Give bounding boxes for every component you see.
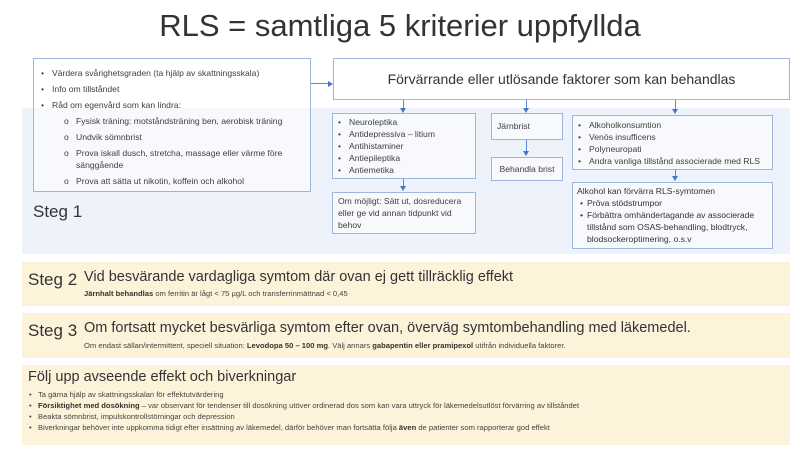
step3-title: Om fortsatt mycket besvärliga symtom efter ovan, överväg symtombehandling med läkemedel.: [84, 320, 691, 336]
text: om ferritin är lågt < 75 µg/L och transferrinmättnad < 0,45: [153, 289, 348, 298]
list-item: • Antidepressiva – litium: [335, 128, 473, 140]
bold-text: Försiktighet med dosökning: [38, 401, 140, 410]
list-item: [28, 400, 579, 411]
list-item: o Prova att sätta ut nikotin, koffein och alkohol: [38, 175, 306, 187]
conditions-box: [572, 115, 773, 170]
list-item: [28, 422, 579, 433]
treat-deficiency-box: Behandla brist: [491, 157, 563, 181]
list-item: • Ta gärna hjälp av skattningsskalan för effektutvärdering: [28, 389, 579, 400]
list-item: • Värdera svårighetsgraden (ta hjälp av skattningsskala): [38, 67, 306, 79]
step3-label: Steg 3: [28, 321, 78, 340]
step2-subtitle: [84, 289, 348, 298]
arrow-down-icon: [672, 176, 678, 181]
drugs-box: [332, 113, 476, 179]
list-item: • Antiepileptika: [335, 152, 473, 164]
list-item: • Beakta sömnbrist, impulskontrollstörningar och depression: [28, 411, 579, 422]
text: – var observant för tendenser till dosökning utöver ordinerad dos som kan vara uttryck för läkemedelsutlöst förvärring av tillståndet: [139, 401, 580, 410]
bold-text: Järnhalt behandlas: [84, 289, 154, 298]
connector: [311, 83, 329, 84]
list-item: • Andra vanliga tillstånd associerade med RLS: [575, 155, 770, 167]
followup-title: Följ upp avseende effekt och biverkningar: [28, 369, 297, 385]
list-item: • Antihistaminer: [335, 140, 473, 152]
list-item: • Neuroleptika: [335, 116, 473, 128]
drugs-action-box: Om möjligt: Sätt ut, dosreducera eller ge vid annan tidpunkt vid behov: [332, 192, 476, 234]
step2-band: [22, 262, 790, 306]
list-item: • Polyneuropati: [575, 143, 770, 155]
conditions-action-box: [572, 182, 773, 249]
text: . Välj annars: [327, 341, 373, 350]
list-item: • Alkoholkonsumtion: [575, 119, 770, 131]
arrow-down-icon: [523, 151, 529, 156]
list-item: • Förbättra omhändertagande av associerade tillstånd som OSAS-behandling, blodtryck, blodsockeroptimering, o.s.v: [577, 209, 768, 245]
list-item: • Venös insufficens: [575, 131, 770, 143]
bold-text: gabapentin eller pramipexol: [372, 341, 474, 350]
list-item: o Fysisk träning: motståndsträning ben, aerobisk träning: [38, 115, 306, 127]
step3-subtitle: [84, 341, 566, 350]
step2-label: Steg 2: [28, 270, 78, 289]
box-heading: Alkohol kan förvärra RLS-symtomen: [577, 186, 716, 196]
arrow-down-icon: [672, 109, 678, 114]
text: Biverkningar behöver inte uppkomma tidigt efter insättning av läkemedel, därför behöver man fortsätta följa: [38, 423, 399, 432]
self-care-box: [33, 58, 311, 192]
arrow-down-icon: [400, 186, 406, 191]
list-item: • Råd om egenvård som kan lindra:: [38, 99, 306, 111]
factors-box: Förvärrande eller utlösande faktorer som kan behandlas: [333, 58, 790, 100]
text: utifrån individuella faktorer.: [473, 341, 566, 350]
followup-band: [22, 365, 790, 445]
text: de patienter som rapporterar god effekt: [416, 423, 550, 432]
slide-title: RLS = samtliga 5 kriterier uppfyllda: [159, 8, 641, 43]
bold-text: Levodopa 50 – 100 mg: [246, 341, 328, 350]
step2-title: Vid besvärande vardagliga symtom där ovan ej gett tillräcklig effekt: [84, 269, 514, 285]
list-item: o Prova iskall dusch, stretcha, massage eller värme före sänggående: [38, 147, 306, 171]
step3-band: [22, 313, 790, 358]
step1-label: Steg 1: [33, 202, 83, 221]
text: Om endast sällan/intermittent, speciell situation:: [84, 341, 247, 350]
bold-text: även: [398, 423, 417, 432]
iron-deficiency-box: Järnbrist: [491, 113, 563, 140]
list-item: o Undvik sömnbrist: [38, 131, 306, 143]
list-item: • Antiemetika: [335, 164, 473, 176]
list-item: • Info om tillståndet: [38, 83, 306, 95]
list-item: • Pröva stödstrumpor: [577, 197, 768, 209]
